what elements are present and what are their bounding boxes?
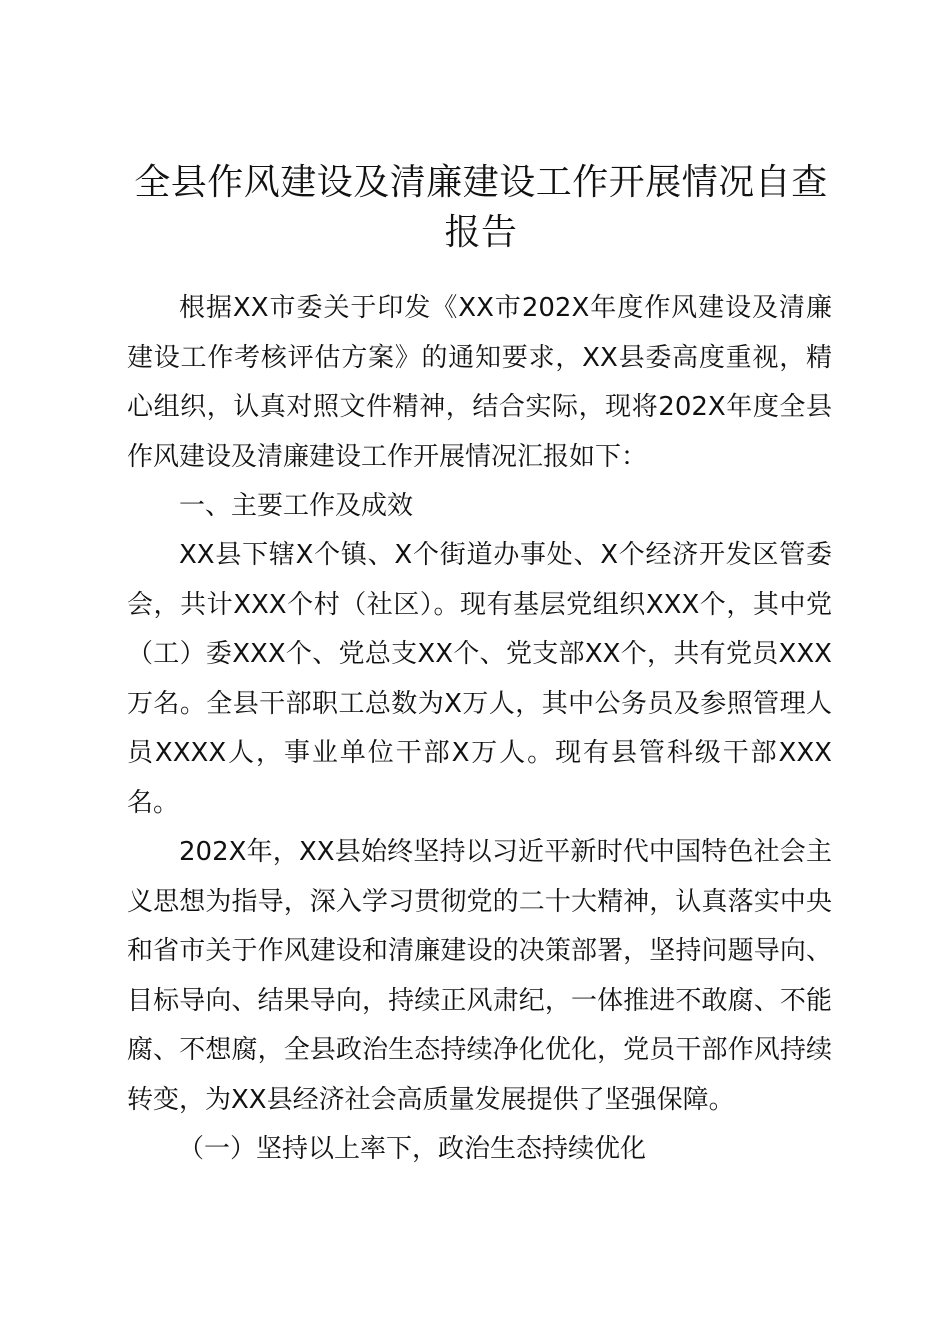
overview-paragraph: XX县下辖X个镇、X个街道办事处、X个经济开发区管委会，共计XXX个村（社区）。现有基层党组织XXX个，其中党（工）委XXX个、党总支XX个、党支部XX个，共有党员XXX万名。全县干部职工总数为X万人，其中公务员及参照管理人员XXXX人，事业单位干部X万人。现有县管科级干部XXX名。 <box>127 540 832 818</box>
document-title: 全县作风建设及清廉建设工作开展情况自查报告 <box>134 162 828 253</box>
summary-paragraph: 202X年，XX县始终坚持以习近平新时代中国特色社会主义思想为指导，深入学习贯彻党的二十大精神，认真落实中央和省市关于作风建设和清廉建设的决策部署，坚持问题导向、目标导向、结果导向，持续正风肃纪，一体推进不敢腐、不能腐、不想腐，全县政治生态持续净化优化，党员干部作风持续转变，为XX县经济社会高质量发展提供了坚强保障。 <box>127 837 832 1115</box>
section-heading: 一、主要工作及成效 <box>179 491 414 521</box>
intro-paragraph: 根据XX市委关于印发《XX市202X年度作风建设及清廉建设工作考核评估方案》的通知要求，XX县委高度重视，精心组织，认真对照文件精神，结合实际，现将202X年度全县作风建设及清廉建设工作开展情况汇报如下： <box>127 293 832 472</box>
subsection-heading: （一）坚持以上率下，政治生态持续优化 <box>178 1134 647 1164</box>
